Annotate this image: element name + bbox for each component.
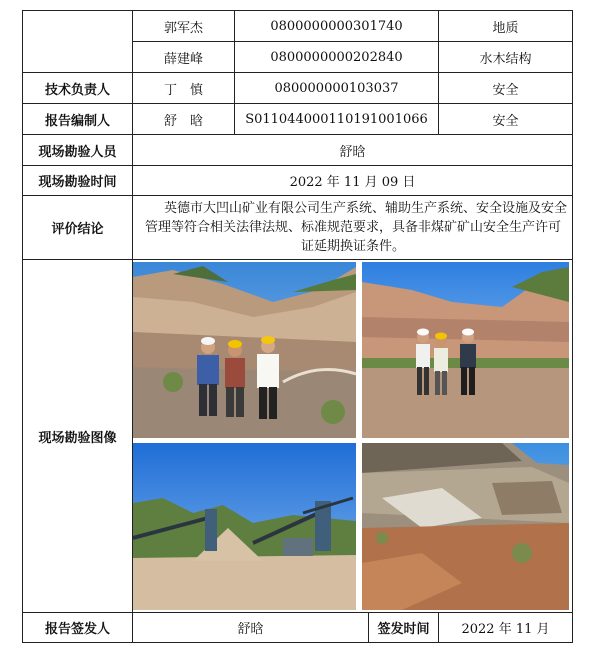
table-row <box>23 11 573 42</box>
staff-cert-id: S011044000110191001066 <box>235 104 439 135</box>
quarry-photo-three-workers-wide <box>362 262 569 438</box>
staff-specialty: 安全 <box>439 73 573 104</box>
staff-cert-id: 0800000000202840 <box>235 42 439 73</box>
staff-specialty: 地质 <box>439 11 573 42</box>
table-row <box>23 613 573 643</box>
sign-label: 报告签发人 <box>23 613 133 643</box>
staff-name: 薛建峰 <box>133 42 235 73</box>
sign-value: 舒晗 <box>133 613 369 643</box>
table-row <box>23 166 573 196</box>
empty-role-cell <box>23 11 133 73</box>
sign-time-label: 签发时间 <box>369 613 439 643</box>
table-row <box>23 260 573 613</box>
staff-name: 舒 晗 <box>133 104 235 135</box>
staff-specialty: 水木结构 <box>439 42 573 73</box>
quarry-slope-photo <box>362 443 569 610</box>
staff-name: 郭军杰 <box>133 11 235 42</box>
role-label-tech-lead: 技术负责人 <box>23 73 133 104</box>
staff-cert-id: 080000000103037 <box>235 73 439 104</box>
role-label-report-author: 报告编制人 <box>23 104 133 135</box>
conclusion-text: 英德市大凹山矿业有限公司生产系统、辅助生产系统、安全设施及安全管理等符合相关法律法规、标准规范要求，具备非煤矿矿山安全生产许可证延期换证条件。 <box>144 201 568 254</box>
staff-info-table <box>22 10 573 643</box>
sign-time-value: 2022 年 11 月 <box>439 613 573 643</box>
crusher-plant-photo <box>133 443 356 610</box>
photos-cell <box>133 260 573 613</box>
inspect-time-label: 现场勘验时间 <box>23 166 133 196</box>
quarry-photo-three-workers <box>133 262 356 438</box>
staff-name: 丁 慎 <box>133 73 235 104</box>
inspect-time-value: 2022 年 11 月 09 日 <box>133 166 573 196</box>
table-row <box>23 73 573 104</box>
table-row <box>23 196 573 260</box>
inspector-label: 现场勘验人员 <box>23 135 133 166</box>
staff-cert-id: 0800000000301740 <box>235 11 439 42</box>
table-row <box>23 104 573 135</box>
photo-grid <box>133 260 572 612</box>
conclusion-label: 评价结论 <box>23 196 133 260</box>
staff-specialty: 安全 <box>439 104 573 135</box>
images-label: 现场勘验图像 <box>23 260 133 613</box>
evaluation-report-page <box>22 10 572 643</box>
table-row <box>23 135 573 166</box>
inspector-value: 舒晗 <box>133 135 573 166</box>
conclusion-text-cell <box>133 196 573 260</box>
